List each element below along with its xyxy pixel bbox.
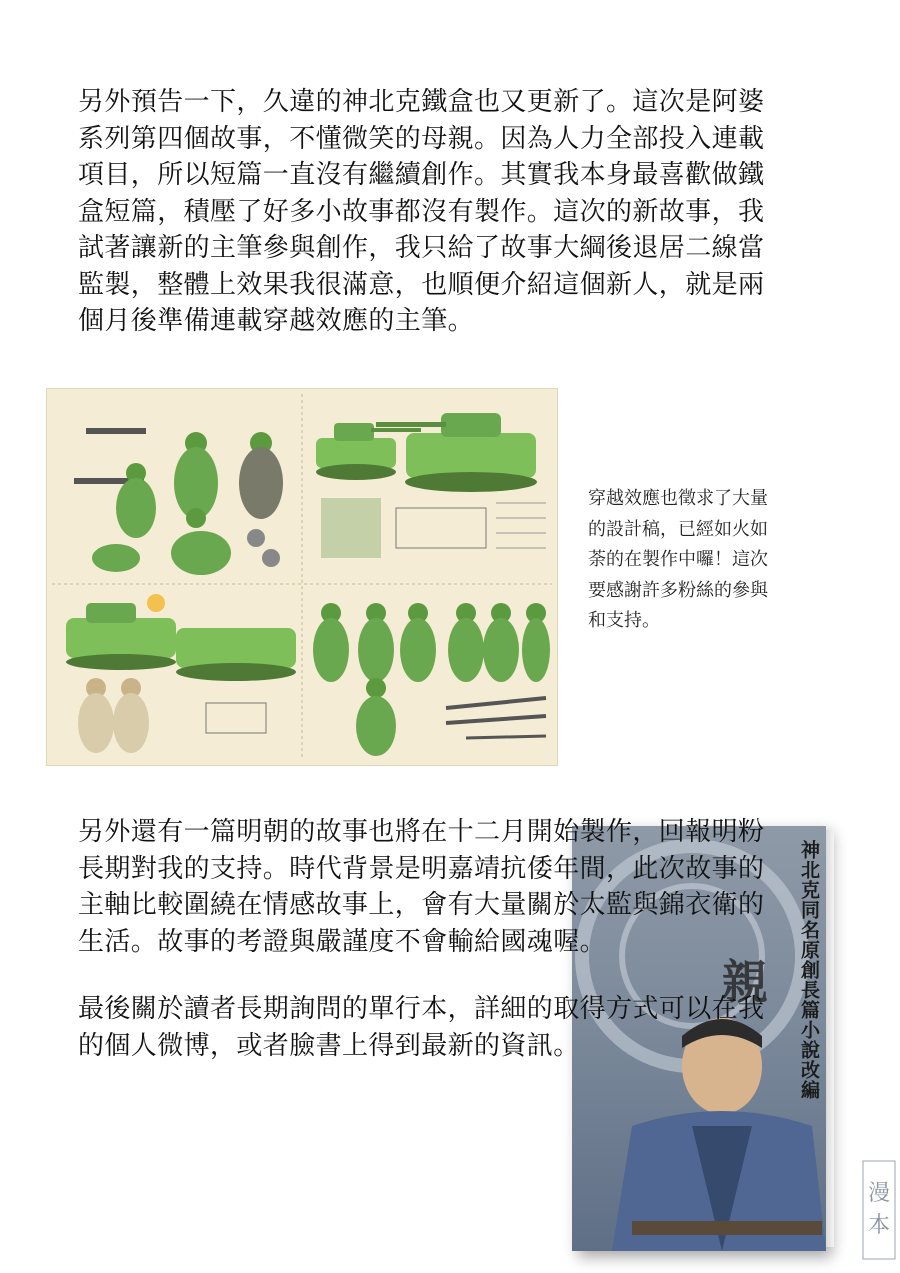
book-cover-glyph: 親: [722, 955, 768, 1009]
svg-text:漫: 漫: [867, 1181, 891, 1206]
soldiers-sketch-topleft: [74, 428, 283, 575]
tank-sketch-topright: [316, 413, 546, 558]
svg-text:本: 本: [867, 1213, 891, 1238]
book-page-edge: [826, 830, 834, 1247]
ming-story-paragraph: 另外還有一篇明朝的故事也將在十二月開始製作，回報明粉 長期對我的支持。時代背景是明嘉靖抗倭年間，此次故事的 主軸比較圍繞在情感故事上，會有大量關於太監與錦衣衛的 生活。故事的考證與嚴謹度不會輸給國魂喔。: [78, 817, 765, 957]
sketch-caption: 穿越效應也徵求了大量 的設計稿，已經如火如 荼的在製作中囉！這次 要感謝許多粉絲的參與 和支持。: [588, 488, 768, 631]
concept-sketch-illustration: [46, 388, 558, 766]
watermark-logo-icon: [862, 1160, 896, 1260]
soldiers-sketch-bottomright: [313, 603, 550, 756]
concept-sketch-sheet: [46, 388, 558, 766]
site-watermark-logo: [862, 1160, 896, 1260]
tank-sketch-bottomleft: [66, 594, 296, 753]
book-info-paragraph: 最後關於讀者長期詢問的單行本，詳細的取得方式可以在我 的個人微博，或者臉書上得到最新的資訊。: [78, 994, 765, 1061]
book-spine-title: 神北克同名原創長篇小說改編: [798, 840, 820, 1100]
intro-paragraph: 另外預告一下，久違的神北克鐵盒也又更新了。這次是阿婆 系列第四個故事，不懂微笑的母親。因為人力全部投入連載 項目，所以短篇一直沒有繼續創作。其實我本身最喜歡做鐵 盒短篇，積壓了好多小故事都沒有製作。這次的新故事，我 試著讓新的主筆參與創作，我只給了故事大綱後退居二線當 監製，整體上效果我很滿意，也順便介紹這個新人，就是兩 個月後準備連載穿越效應的主筆。: [78, 87, 765, 336]
